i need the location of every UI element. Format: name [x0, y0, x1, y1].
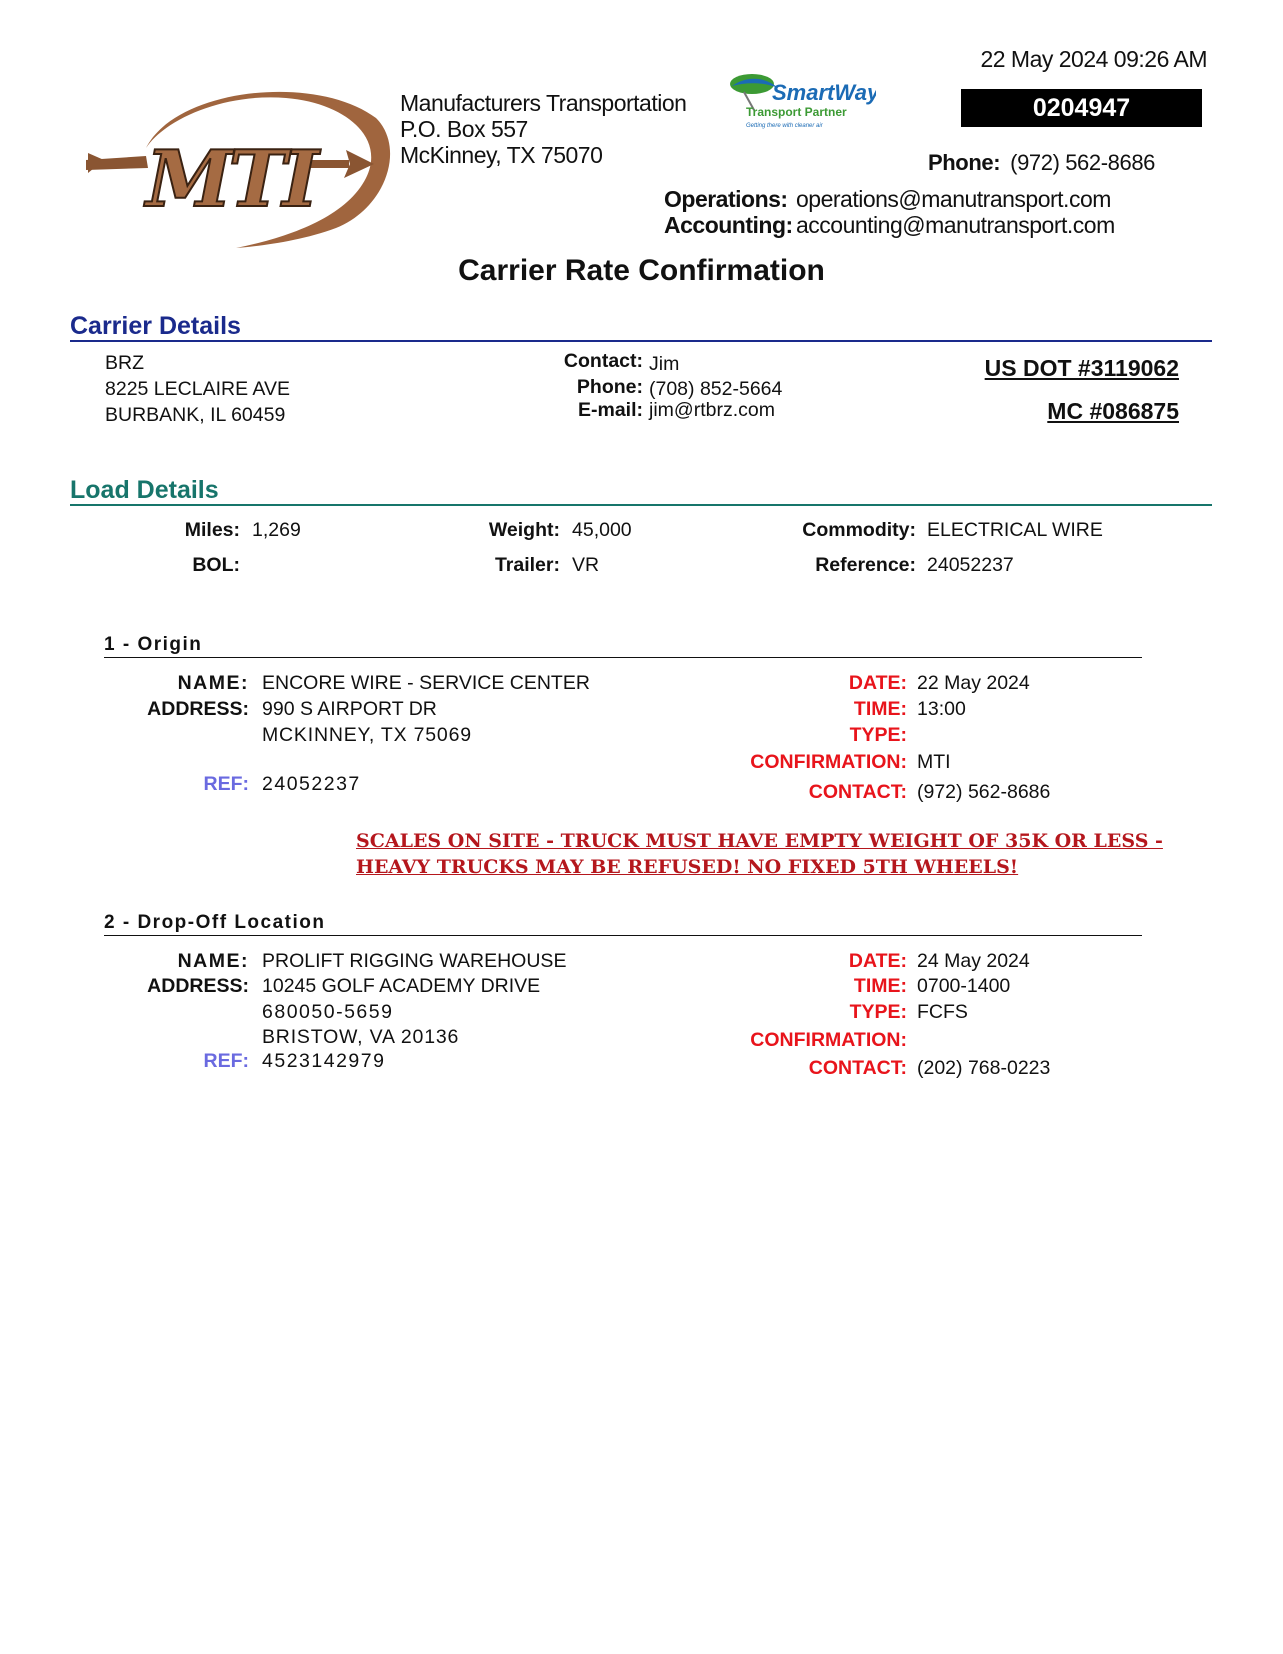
weight-label: Weight: — [488, 519, 560, 541]
smartway-logo — [724, 70, 876, 132]
carrier-contact: Jim — [649, 353, 680, 375]
carrier-phone: (708) 852-5664 — [649, 378, 783, 400]
origin-type-label: TYPE: — [849, 724, 907, 746]
carrier-address-line1: 8225 LECLAIRE AVE — [105, 378, 291, 400]
origin-name-label: NAME: — [177, 672, 249, 694]
load-number-badge: 0204947 — [961, 89, 1202, 127]
origin-address-line2: MCKINNEY, TX 75069 — [262, 724, 472, 746]
origin-time-label: TIME: — [853, 698, 907, 720]
logo-text: MTI — [146, 134, 315, 225]
carrier-email-label: E-mail: — [577, 399, 643, 421]
carrier-address-line2: BURBANK, IL 60459 — [105, 404, 286, 426]
dropoff-name: PROLIFT RIGGING WAREHOUSE — [262, 950, 567, 972]
company-po-box: P.O. Box 557 — [400, 116, 528, 142]
dropoff-contact-label: CONTACT: — [808, 1057, 907, 1079]
weight-value: 45,000 — [572, 519, 632, 541]
phone-label: Phone: — [927, 150, 1001, 175]
dropoff-ref: 4523142979 — [262, 1050, 386, 1072]
print-timestamp: 22 May 2024 09:26 AM — [980, 46, 1207, 72]
smartway-leaf-icon — [724, 70, 876, 132]
company-city: McKinney, TX 75070 — [400, 142, 603, 168]
company-address — [400, 90, 686, 168]
dropoff-name-label: NAME: — [177, 950, 249, 972]
company-name: Manufacturers Transportation — [400, 90, 687, 116]
operations-row — [664, 186, 1115, 212]
miles-label: Miles: — [184, 519, 240, 541]
commodity-value: ELECTRICAL WIRE — [927, 519, 1103, 541]
load-details-heading: Load Details — [70, 476, 1212, 506]
origin-date-label: DATE: — [848, 672, 907, 694]
company-emails — [664, 186, 1115, 238]
origin-heading: 1 - Origin — [104, 633, 1142, 658]
dropoff-date: 24 May 2024 — [917, 950, 1030, 972]
bol-label: BOL: — [192, 554, 240, 576]
origin-confirmation: MTI — [917, 751, 951, 773]
mti-logo — [86, 78, 398, 250]
dropoff-date-label: DATE: — [848, 950, 907, 972]
origin-notice-line1: SCALES ON SITE - TRUCK MUST HAVE EMPTY WEIGHT OF 35K OR LESS - — [356, 830, 1163, 852]
us-dot-number: US DOT #3119062 — [984, 355, 1179, 381]
reference-value: 24052237 — [927, 554, 1014, 576]
accounting-email: accounting@manutransport.com — [796, 212, 1115, 238]
origin-contact: (972) 562-8686 — [917, 781, 1051, 803]
smartway-tagline: Getting there with cleaner air — [746, 123, 823, 129]
dropoff-contact: (202) 768-0223 — [917, 1057, 1051, 1079]
origin-confirmation-label: CONFIRMATION: — [750, 751, 907, 773]
reference-label: Reference: — [815, 554, 916, 576]
dropoff-address-line1: 10245 GOLF ACADEMY DRIVE — [262, 975, 541, 997]
dropoff-ref-label: REF: — [203, 1050, 249, 1072]
dropoff-type: FCFS — [917, 1001, 968, 1023]
operations-label: Operations: — [664, 186, 788, 212]
carrier-email: jim@rtbrz.com — [649, 399, 775, 421]
mc-number: MC #086875 — [1047, 398, 1179, 424]
origin-address-label: ADDRESS: — [147, 698, 249, 720]
origin-notice-line2: HEAVY TRUCKS MAY BE REFUSED! NO FIXED 5TH WHEELS! — [356, 856, 1019, 878]
accounting-label: Accounting: — [664, 212, 793, 238]
dropoff-confirmation-label: CONFIRMATION: — [750, 1029, 907, 1051]
operations-email: operations@manutransport.com — [796, 186, 1111, 212]
trailer-label: Trailer: — [494, 554, 560, 576]
carrier-contact-label: Contact: — [563, 350, 643, 372]
carrier-details-heading: Carrier Details — [70, 312, 1212, 342]
dropoff-address-line2: 680050-5659 — [262, 1001, 394, 1023]
dropoff-heading: 2 - Drop-Off Location — [104, 911, 1142, 936]
commodity-label: Commodity: — [802, 519, 916, 541]
carrier-phone-label: Phone: — [576, 376, 643, 398]
company-phone: (972) 562-8686 — [1010, 150, 1155, 175]
origin-name: ENCORE WIRE - SERVICE CENTER — [262, 672, 590, 694]
origin-notice — [356, 828, 1163, 880]
origin-address-line1: 990 S AIRPORT DR — [262, 698, 437, 720]
origin-contact-label: CONTACT: — [808, 781, 907, 803]
carrier-address — [105, 350, 290, 428]
dropoff-time-label: TIME: — [853, 975, 907, 997]
company-phone-row — [928, 150, 1155, 176]
origin-ref-label: REF: — [203, 773, 249, 795]
accounting-row — [664, 212, 1115, 238]
trailer-value: VR — [572, 554, 600, 576]
document-title: Carrier Rate Confirmation — [458, 254, 825, 287]
origin-date: 22 May 2024 — [917, 672, 1030, 694]
origin-ref: 24052237 — [262, 773, 361, 795]
miles-value: 1,269 — [252, 519, 301, 541]
smartway-brand: SmartWay — [772, 80, 876, 105]
dropoff-time: 0700-1400 — [917, 975, 1011, 997]
dropoff-type-label: TYPE: — [849, 1001, 907, 1023]
origin-time: 13:00 — [917, 698, 966, 720]
smartway-line: Transport Partner — [746, 105, 847, 119]
carrier-name: BRZ — [105, 352, 144, 374]
dropoff-address-label: ADDRESS: — [147, 975, 249, 997]
dropoff-address-line3: BRISTOW, VA 20136 — [262, 1026, 460, 1048]
